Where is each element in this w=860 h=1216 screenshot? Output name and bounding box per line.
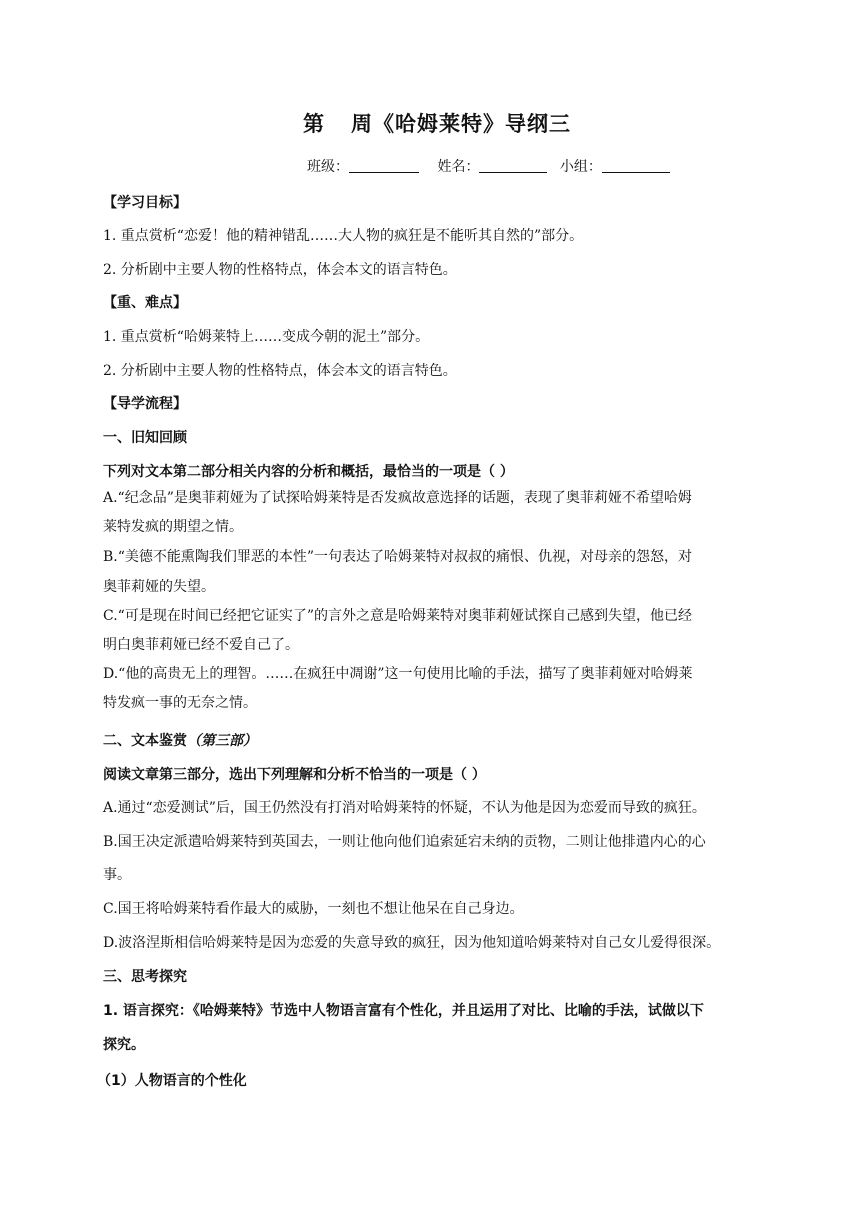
title-text: 周《哈姆莱特》导纲三 [351, 112, 571, 136]
class-label: 班级： [307, 159, 349, 175]
title-week: 第 [303, 112, 325, 136]
explore-subquestion: （1）人物语言的个性化 [97, 1073, 247, 1089]
option-line: D.“他的高贵无上的理智。……在疯狂中凋谢”这一句使用比喻的手法，描写了奥菲莉娅对哈姆莱 [103, 666, 693, 682]
option-line: C.“可是现在时间已经把它证实了”的言外之意是哈姆莱特对奥菲莉娅试探自己感到失望，他已经 [103, 608, 692, 624]
review-question: 下列对文本第二部分相关内容的分析和概括，最恰当的一项是（ ） [103, 464, 514, 480]
class-field[interactable] [349, 158, 419, 173]
explore-question-cont: 探究。 [103, 1037, 145, 1053]
appreciation-note: （第三部） [187, 733, 257, 749]
name-field[interactable] [479, 158, 547, 173]
key-point-item: 2. 分析剧中主要人物的性格特点，体会本文的语言特色。 [103, 363, 457, 379]
option-line: 事。 [103, 867, 131, 883]
option-line: C.国王将哈姆莱特看作最大的威胁，一刻也不想让他呆在自己身边。 [103, 901, 524, 917]
key-points-heading: 【重、难点】 [103, 295, 187, 311]
explore-heading: 三、思考探究 [103, 969, 187, 985]
flow-heading: 【导学流程】 [103, 396, 187, 412]
appreciation-question: 阅读文章第三部分，选出下列理解和分析不恰当的一项是（ ） [103, 767, 486, 783]
student-info-row [307, 156, 670, 176]
option-line: D.波洛涅斯相信哈姆莱特是因为恋爱的失意导致的疯狂，因为他知道哈姆莱特对自己女儿爱得很深。 [103, 935, 721, 951]
option-line: 莱特发疯的期望之情。 [103, 519, 243, 535]
explore-question: 1. 语言探究：《哈姆莱特》节选中人物语言富有个性化，并且运用了对比、比喻的手法，试做以下 [103, 1003, 704, 1019]
key-point-item: 1. 重点赏析“哈姆莱特上……变成今朝的泥土”部分。 [103, 329, 430, 345]
goal-item: 2. 分析剧中主要人物的性格特点，体会本文的语言特色。 [103, 262, 457, 278]
name-label: 姓名： [437, 159, 480, 175]
option-line: A.通过“恋爱测试”后，国王仍然没有打消对哈姆莱特的怀疑，不认为他是因为恋爱而导致的疯狂。 [103, 800, 706, 816]
goals-heading: 【学习目标】 [103, 195, 187, 211]
option-line: 奥菲莉娅的失望。 [103, 579, 215, 595]
page-title [0, 108, 860, 138]
group-field[interactable] [602, 158, 670, 173]
goal-item: 1. 重点赏析“恋爱！他的精神错乱……大人物的疯狂是不能听其自然的”部分。 [103, 228, 584, 244]
option-line: 明白奥菲莉娅已经不爱自己了。 [103, 637, 299, 653]
option-line: A.“纪念品”是奥菲莉娅为了试探哈姆莱特是否发疯故意选择的话题，表现了奥菲莉娅不希望哈姆 [103, 490, 692, 506]
appreciation-title: 二、文本鉴赏 [103, 733, 187, 749]
option-line: B.“美德不能熏陶我们罪恶的本性”一句表达了哈姆莱特对叔叔的痛恨、仇视，对母亲的怨怒，对 [103, 549, 693, 565]
review-heading: 一、旧知回顾 [103, 430, 187, 446]
group-label: 小组： [559, 159, 602, 175]
option-line: B.国王决定派遣哈姆莱特到英国去，一则让他向他们追索延宕未纳的贡物，二则让他排遣内心的心 [103, 834, 706, 850]
option-line: 特发疯一事的无奈之情。 [103, 695, 257, 711]
appreciation-heading [103, 730, 257, 750]
